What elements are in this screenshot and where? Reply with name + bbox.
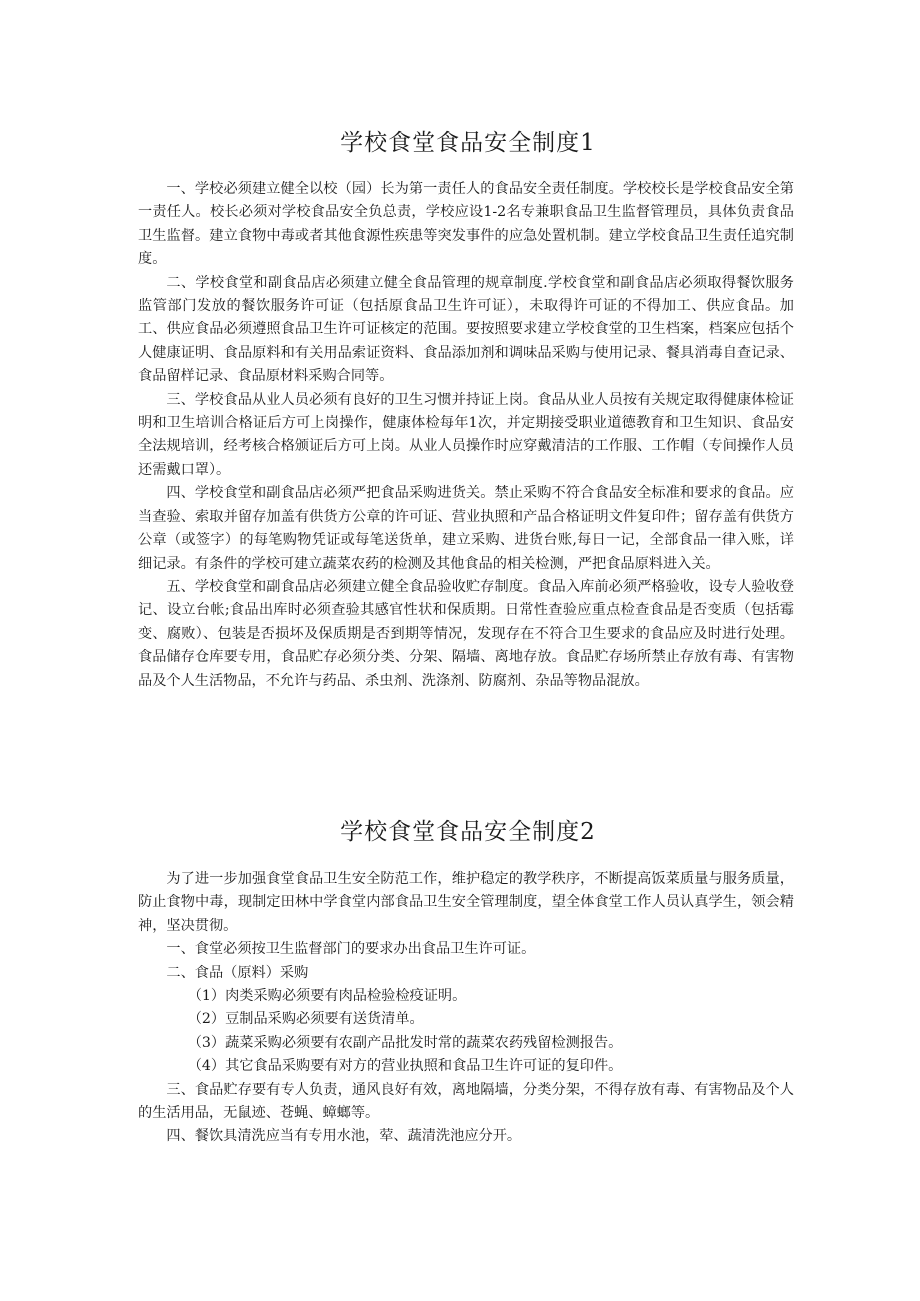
doc1-paragraph: 二、学校食堂和副食品店必须建立健全食品管理的规章制度.学校食堂和副食品店必须取得餐饮服务监管部门发放的餐饮服务许可证（包括原食品卫生许可证），未取得许可证的不得加工、供应食品。加工、供应食品必须遵照食品卫生许可证核定的范围。要按照要求建立学校食堂的卫生档案，档案应包括个人健康证明、食品原料和有关用品索证资料、食品添加剂和调味品采购与使用记录、餐具消毒自查记录、食品留样记录、食品原材料采购合同等。 bbox=[138, 274, 794, 385]
doc2-paragraph: 四、餐饮具清洗应当有专用水池，荤、蔬清洗池应分开。 bbox=[166, 1128, 522, 1145]
doc2-paragraph: 三、食品贮存要有专人负责，通风良好有效，离地隔墙，分类分架，不得存放有毒、有害物品及个人的生活用品，无鼠迹、苍蝇、蟑螂等。 bbox=[138, 1081, 794, 1122]
doc2-paragraph: 为了进一步加强食堂食品卫生安全防范工作，维护稳定的教学秩序，不断提高饭菜质量与服务质量，防止食物中毒，现制定田林中学食堂内部食品卫生安全管理制度，望全体食堂工作人员认真学生，领会精神，坚决贯彻。 bbox=[138, 871, 794, 934]
doc2-paragraph: 二、食品（原料）采购 bbox=[166, 964, 309, 981]
doc1-paragraph: 四、学校食堂和副食品店必须严把食品采购进货关。禁止采购不符合食品安全标准和要求的食品。应当查验、索取并留存加盖有供货方公章的许可证、营业执照和产品合格证明文件复印件；留存盖有供货方公章（或签字）的每笔购物凭证或每笔送货单，建立采购、进货台账,每日一记，全部食品一律入账，详细记录。有条件的学校可建立蔬菜农药的检测及其他食品的相关检测，严把食品原料进入关。 bbox=[138, 485, 794, 572]
doc1-body bbox=[138, 178, 794, 693]
doc2-sub-item: （3）蔬菜采购必须要有农副产品批发时常的蔬菜农药残留检测报告。 bbox=[187, 1034, 623, 1051]
doc1-paragraph: 三、学校食品从业人员必须有良好的卫生习惯并持证上岗。食品从业人员按有关规定取得健康体检证明和卫生培训合格证后方可上岗操作，健康体检每年1次，并定期接受职业道德教育和卫生知识、食品安全法规培训，经考核合格颁证后方可上岗。从业人员操作时应穿戴清洁的工作服、工作帽（专间操作人员还需戴口罩）。 bbox=[138, 391, 794, 478]
doc1-paragraph: 一、学校必须建立健全以校（园）长为第一责任人的食品安全责任制度。学校校长是学校食品安全第一责任人。校长必须对学校食品安全负总责，学校应设1-2名专兼职食品卫生监督管理员，具体负责食品卫生监督。建立食物中毒或者其他食源性疾患等突发事件的应急处置机制。建立学校食品卫生责任追究制度。 bbox=[138, 181, 794, 268]
doc1-paragraph: 五、学校食堂和副食品店必须建立健全食品验收贮存制度。食品入库前必须严格验收，设专人验收登记、设立台帐;食品出库时必须查验其感官性状和保质期。日常性查验应重点检查食品是否变质（包括霉变、腐败）、包装是否损坏及保质期是否到期等情况，发现存在不符合卫生要求的食品应及时进行处理。食品储存仓库要专用，食品贮存必须分类、分架、隔墙、离地存放。食品贮存场所禁止存放有毒、有害物品及个人生活物品，不允许与药品、杀虫剂、洗涤剂、防腐剂、杂品等物品混放。 bbox=[138, 578, 794, 689]
doc2-sub-item: （4）其它食品采购要有对方的营业执照和食品卫生许可证的复印件。 bbox=[187, 1058, 623, 1075]
doc2-sub-item: （1）肉类采购必须要有肉品检验检疫证明。 bbox=[187, 988, 467, 1005]
doc2-sub-item: （2）豆制品采购必须要有送货清单。 bbox=[187, 1011, 424, 1028]
doc2-paragraph: 一、食堂必须按卫生监督部门的要求办出食品卫生许可证。 bbox=[166, 941, 536, 958]
doc2-body bbox=[138, 868, 794, 1149]
doc2-title: 学校食堂食品安全制度2 bbox=[340, 819, 596, 845]
doc1-title: 学校食堂食品安全制度1 bbox=[340, 130, 596, 156]
